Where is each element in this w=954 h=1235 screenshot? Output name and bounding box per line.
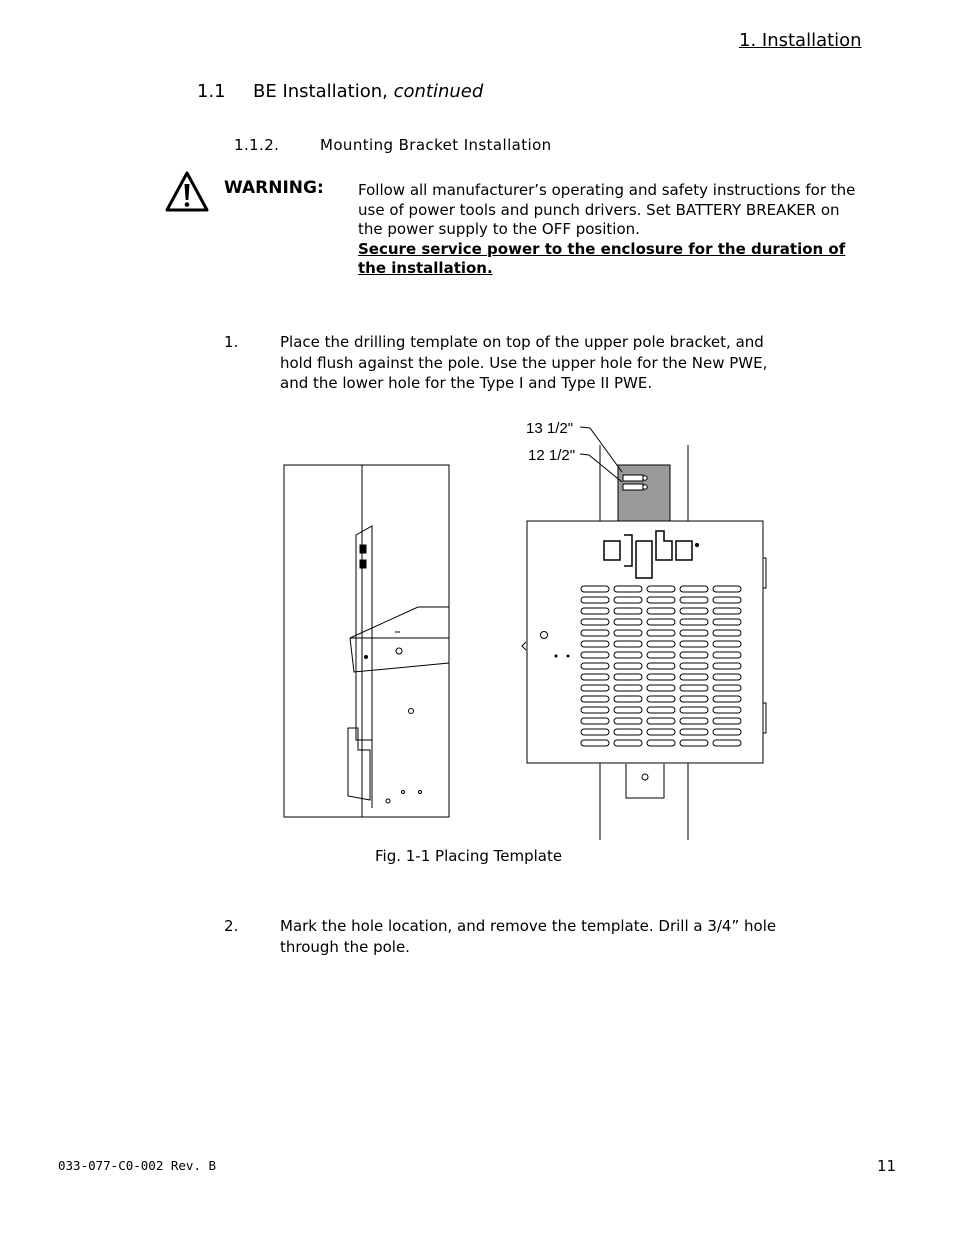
- front-view-drawing: [522, 427, 766, 840]
- step-1: [224, 332, 824, 397]
- side-view-drawing: [284, 465, 449, 817]
- warning-label: WARNING:: [224, 178, 324, 198]
- figure-caption: Fig. 1-1 Placing Template: [375, 847, 563, 865]
- dimension-upper: 13 1/2": [526, 420, 574, 437]
- placing-template-figure: [280, 410, 780, 845]
- section-number: 1.1: [197, 81, 226, 102]
- step-number: 1.: [224, 333, 239, 351]
- step-text: Mark the hole location, and remove the template. Drill a 3/4” hole through the pole.: [280, 917, 777, 956]
- step-number: 2.: [224, 917, 239, 935]
- section-title: BE Installation,: [253, 81, 388, 102]
- step-2: [224, 916, 824, 961]
- subsection-title: Mounting Bracket Installation: [320, 136, 552, 154]
- warning-text-block: [358, 181, 858, 279]
- dimension-lower: 12 1/2": [528, 447, 576, 464]
- subsection-heading: [234, 136, 552, 154]
- footer-doc-number: 033-077-C0-002 Rev. B: [58, 1158, 217, 1173]
- page-number: 11: [877, 1157, 897, 1175]
- chapter-heading: 1. Installation: [739, 30, 862, 51]
- section-heading: [197, 81, 483, 102]
- subsection-number: 1.1.2.: [234, 136, 280, 154]
- warning-text: Follow all manufacturer’s operating and safety instructions for the use of power tools and punch drivers. Set BATTERY BREAKER on the power supply to the OFF position.: [358, 181, 856, 238]
- section-continued: continued: [393, 81, 484, 102]
- warning-emphasis: Secure service power to the enclosure for the duration of the installation.: [358, 239, 846, 277]
- step-text: Place the drilling template on top of the upper pole bracket, and hold flush against the pole. Use the upper hole for the New PWE, and the lower hole for the Type I and Type II PWE.: [280, 333, 768, 392]
- warning-triangle-icon: [164, 170, 210, 214]
